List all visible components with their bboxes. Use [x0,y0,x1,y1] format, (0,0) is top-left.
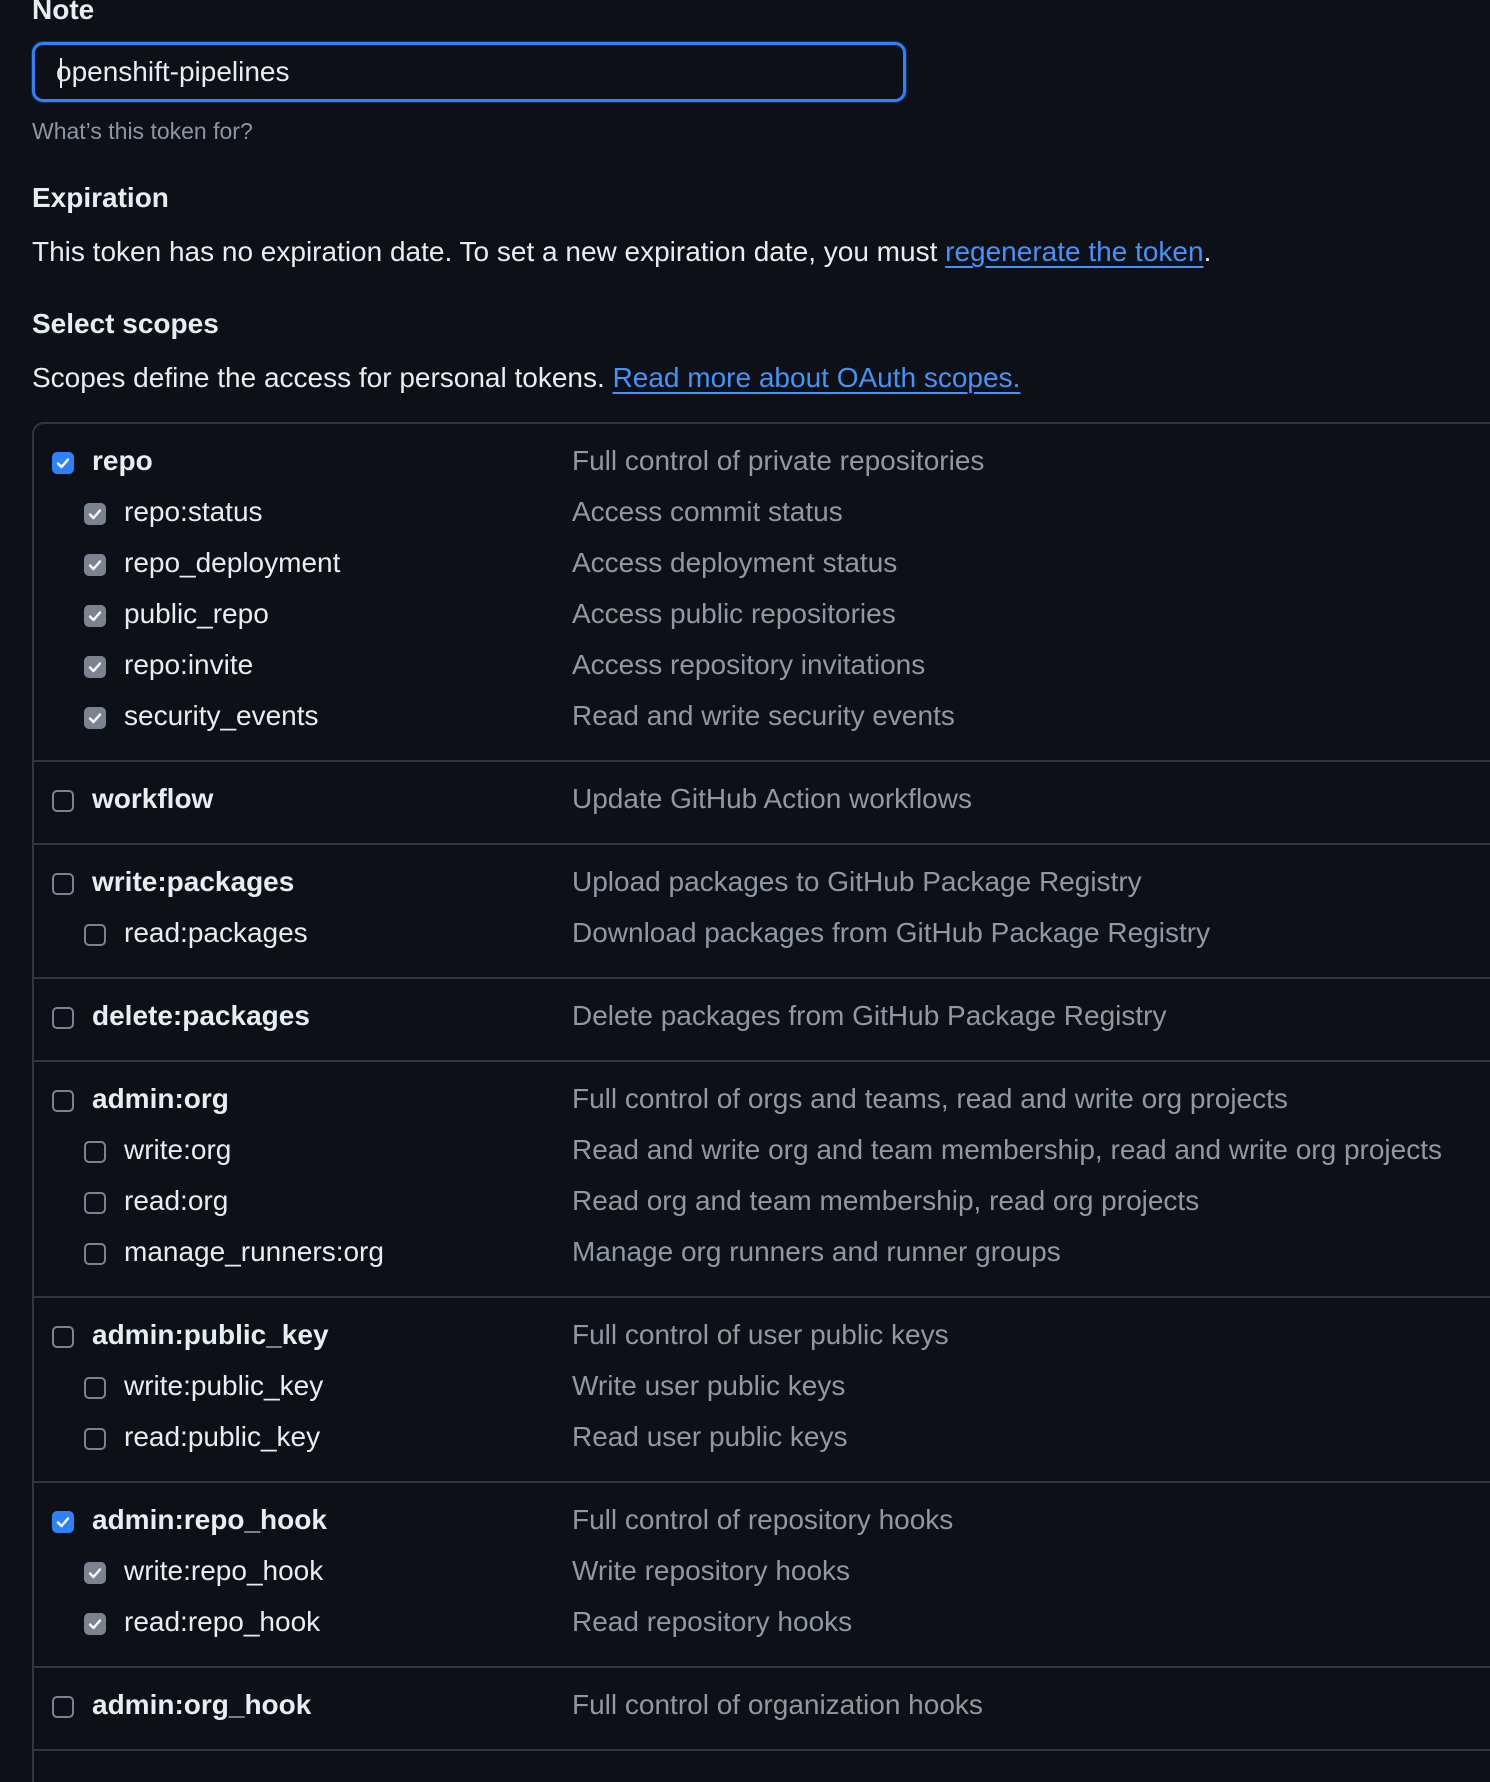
scope-row-repo-status [34,494,1490,538]
expiration-text: This token has no expiration date. To set a new expiration date, you must [32,236,946,267]
scope-name[interactable]: delete:packages [92,1000,310,1031]
scope-group-divider [34,1481,1490,1483]
scope-name[interactable]: security_events [124,700,319,731]
scope-checkbox-repo-deployment[interactable] [84,554,106,576]
scope-group-divider [34,1060,1490,1062]
scope-row-admin-public-key [34,1317,1490,1361]
scope-name[interactable]: write:repo_hook [124,1555,324,1586]
scope-group-divider [34,1749,1490,1751]
scope-checkbox-write-public-key[interactable] [84,1377,106,1399]
scope-checkbox-read-org[interactable] [84,1192,106,1214]
scope-row-manage-runners-org [34,1234,1490,1278]
scope-description: Full control of orgs and teams, read and write org projects [572,1083,1288,1114]
scope-checkbox-repo-status[interactable] [84,503,106,525]
scope-row-read-repo-hook [34,1604,1490,1648]
scope-row-repo-invite [34,647,1490,691]
scope-name[interactable]: write:public_key [124,1370,324,1401]
scope-description: Read and write org and team membership, read and write org projects [572,1134,1442,1165]
scope-description: Read org and team membership, read org projects [572,1185,1200,1216]
scope-group-divider [34,977,1490,979]
scope-checkbox-admin-repo-hook[interactable] [52,1511,74,1533]
scope-name[interactable]: manage_runners:org [124,1236,384,1267]
scope-group-divider [34,843,1490,845]
scope-name[interactable]: write:packages [92,866,295,897]
scope-checkbox-read-repo-hook[interactable] [84,1613,106,1635]
scope-checkbox-read-public-key[interactable] [84,1428,106,1450]
scope-checkbox-repo[interactable] [52,452,74,474]
scope-name[interactable]: admin:repo_hook [92,1504,327,1535]
scope-description: Write repository hooks [572,1555,851,1586]
scope-description: Access repository invitations [572,649,926,680]
expiration-description [32,236,1211,268]
scope-checkbox-workflow[interactable] [52,790,74,812]
scope-description: Read user public keys [572,1421,848,1452]
scope-name[interactable]: read:org [124,1185,229,1216]
scope-description: Access deployment status [572,547,898,578]
scope-row-public-repo [34,596,1490,640]
scope-row-write-org [34,1132,1490,1176]
scope-row-repo [34,443,1490,487]
scope-checkbox-repo-invite[interactable] [84,656,106,678]
scope-description: Manage org runners and runner groups [572,1236,1061,1267]
scope-row-admin-org [34,1081,1490,1125]
scope-description: Download packages from GitHub Package Registry [572,917,1211,948]
scope-name[interactable]: repo_deployment [124,547,341,578]
scope-checkbox-admin-org-hook[interactable] [52,1696,74,1718]
scope-name[interactable]: repo:invite [124,649,254,680]
scope-description: Access public repositories [572,598,896,629]
scope-description: Access commit status [572,496,843,527]
scope-checkbox-security-events[interactable] [84,707,106,729]
scope-description: Full control of user public keys [572,1319,949,1350]
scope-description: Full control of repository hooks [572,1504,954,1535]
scope-description: Read repository hooks [572,1606,853,1637]
scope-checkbox-write-repo-hook[interactable] [84,1562,106,1584]
scope-row-read-public-key [34,1419,1490,1463]
scope-checkbox-read-packages[interactable] [84,924,106,946]
scope-name[interactable]: read:repo_hook [124,1606,321,1637]
scope-checkbox-write-packages[interactable] [52,873,74,895]
scope-row-admin-repo-hook [34,1502,1490,1546]
scope-row-admin-org-hook [34,1687,1490,1731]
scope-name[interactable]: workflow [92,783,214,814]
scope-name[interactable]: write:org [124,1134,232,1165]
note-input[interactable] [35,45,903,99]
scope-checkbox-public-repo[interactable] [84,605,106,627]
scope-checkbox-admin-public-key[interactable] [52,1326,74,1348]
scope-name[interactable]: admin:org_hook [92,1689,312,1720]
scope-name[interactable]: repo [92,445,153,476]
scope-checkbox-admin-org[interactable] [52,1090,74,1112]
text-caret [60,58,62,88]
scope-description: Full control of organization hooks [572,1689,983,1720]
expiration-title: Expiration [32,182,169,213]
scope-name[interactable]: repo:status [124,496,263,527]
expiration-suffix: . [1203,236,1212,267]
scope-name[interactable]: admin:public_key [92,1319,329,1350]
scope-row-read-packages [34,915,1490,959]
scope-description: Delete packages from GitHub Package Registry [572,1000,1167,1031]
scope-row-delete-packages [34,998,1490,1042]
note-label: Note [32,0,95,25]
scopes-description [32,362,1020,394]
scope-description: Update GitHub Action workflows [572,783,972,814]
scope-checkbox-write-org[interactable] [84,1141,106,1163]
scope-row-workflow [34,781,1490,825]
scope-name[interactable]: read:packages [124,917,308,948]
scope-row-write-repo-hook [34,1553,1490,1597]
scope-name[interactable]: admin:org [92,1083,229,1114]
scope-name[interactable]: public_repo [124,598,269,629]
regenerate-token-link[interactable]: regenerate the token [945,236,1204,267]
scope-group-divider [34,1666,1490,1668]
scopes-text: Scopes define the access for personal tokens. [32,362,613,393]
scope-row-write-public-key [34,1368,1490,1412]
scope-row-security-events [34,698,1490,742]
scope-group-divider [34,760,1490,762]
note-input-wrapper[interactable] [32,42,906,102]
note-help-text: What’s this token for? [32,118,253,144]
scope-description: Write user public keys [572,1370,846,1401]
scope-checkbox-manage-runners-org[interactable] [84,1243,106,1265]
scopes-list [32,422,1490,1782]
scope-checkbox-delete-packages[interactable] [52,1007,74,1029]
oauth-scopes-link[interactable]: Read more about OAuth scopes. [612,362,1021,393]
scope-row-repo-deployment [34,545,1490,589]
scope-row-read-org [34,1183,1490,1227]
select-scopes-title: Select scopes [32,308,219,339]
scope-group-divider [34,1296,1490,1298]
scope-description: Full control of private repositories [572,445,985,476]
scope-description: Read and write security events [572,700,955,731]
scope-row-write-packages [34,864,1490,908]
scope-description: Upload packages to GitHub Package Registry [572,866,1142,897]
scope-name[interactable]: read:public_key [124,1421,321,1452]
